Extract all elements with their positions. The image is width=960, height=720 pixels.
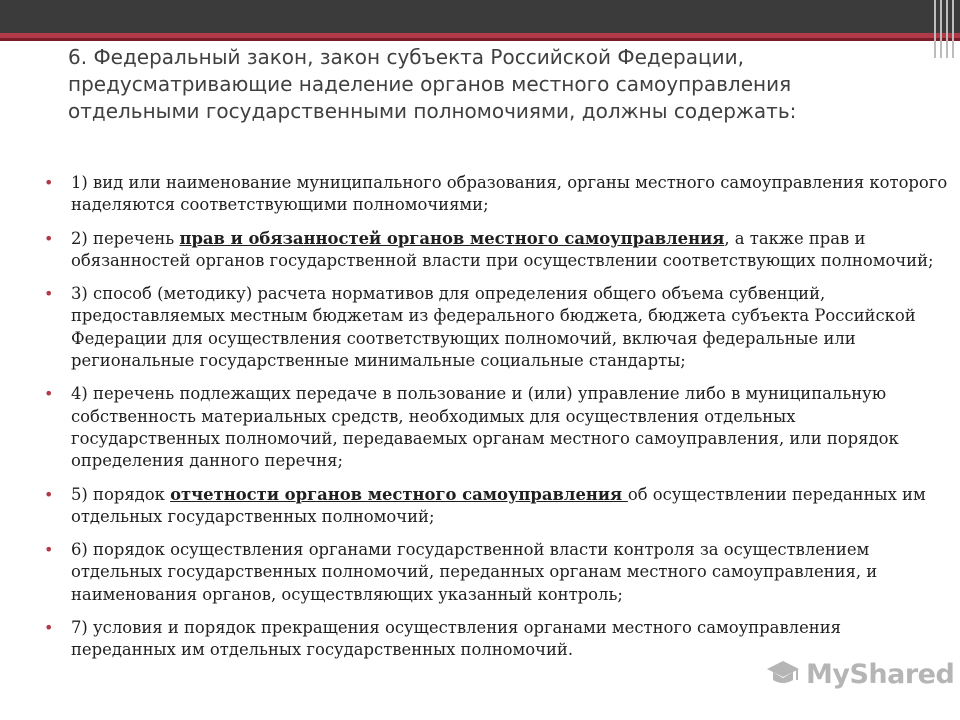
list-item	[44, 484, 949, 529]
item-text-before: 2) перечень	[71, 228, 180, 248]
accent-stripe-dark	[0, 38, 960, 41]
slide-title: 6. Федеральный закон, закон субъекта Российской Федерации, предусматривающие наделение органов местного самоуправления отдельными государственными полномочиями, должны содержать:	[68, 45, 797, 123]
list-item	[44, 383, 949, 472]
watermark	[766, 657, 954, 691]
list-item	[44, 283, 949, 372]
bullet-icon: •	[44, 284, 54, 304]
corner-decoration	[930, 0, 960, 58]
list-item	[44, 172, 949, 217]
content-list	[44, 172, 949, 673]
bullet-icon: •	[44, 540, 54, 560]
item-text: 1) вид или наименование муниципального образования, органы местного самоуправления которого наделяются соответствующими полномочиями;	[71, 173, 948, 215]
reporting-link[interactable]: отчетности органов местного самоуправления	[170, 484, 628, 504]
item-text-after: об осуществлении переданных им отдельных государственных полномочий;	[71, 484, 926, 526]
bullet-icon: •	[44, 618, 54, 638]
bullet-icon: •	[44, 228, 54, 248]
list-item	[44, 617, 949, 662]
list-item	[44, 228, 949, 273]
list-item	[44, 539, 949, 606]
bullet-icon: •	[44, 484, 54, 504]
item-text: 3) способ (методику) расчета нормативов для определения общего объема субвенций, предоставляемых местным бюджетам из федерального бюджета, бюджета субъекта Российской Федерации для осуществления соответствующих полномочий, включая федеральные или региональные государственные минимальные социальные стандарты;	[71, 284, 916, 371]
item-text: 7) условия и порядок прекращения осуществления органами местного самоуправления переданных им отдельных государственных полномочий.	[71, 618, 841, 660]
item-text-after: , а также прав и обязанностей органов государственной власти при осуществлении соответствующих полномочий;	[71, 228, 934, 270]
bullet-icon: •	[44, 173, 54, 192]
rights-duties-link[interactable]: прав и обязанностей органов местного самоуправления	[179, 228, 725, 248]
top-bar	[0, 0, 960, 33]
graduation-cap-icon	[766, 659, 800, 689]
item-text: 6) порядок осуществления органами государственной власти контроля за осуществлением отдельных государственных полномочий, переданных органам местного самоуправления, и наименования органов, осуществляющих указанный контроль;	[71, 540, 878, 604]
bullet-icon: •	[44, 384, 54, 404]
watermark-text: MyShared	[806, 658, 955, 690]
item-text: 4) перечень подлежащих передаче в пользование и (или) управление либо в муниципальную собственность материальных средств, необходимых для осуществления отдельных государственных полномочий, передаваемых органам местного самоуправления, или порядок определения данного перечня;	[71, 384, 899, 471]
item-text-before: 5) порядок	[71, 484, 171, 504]
